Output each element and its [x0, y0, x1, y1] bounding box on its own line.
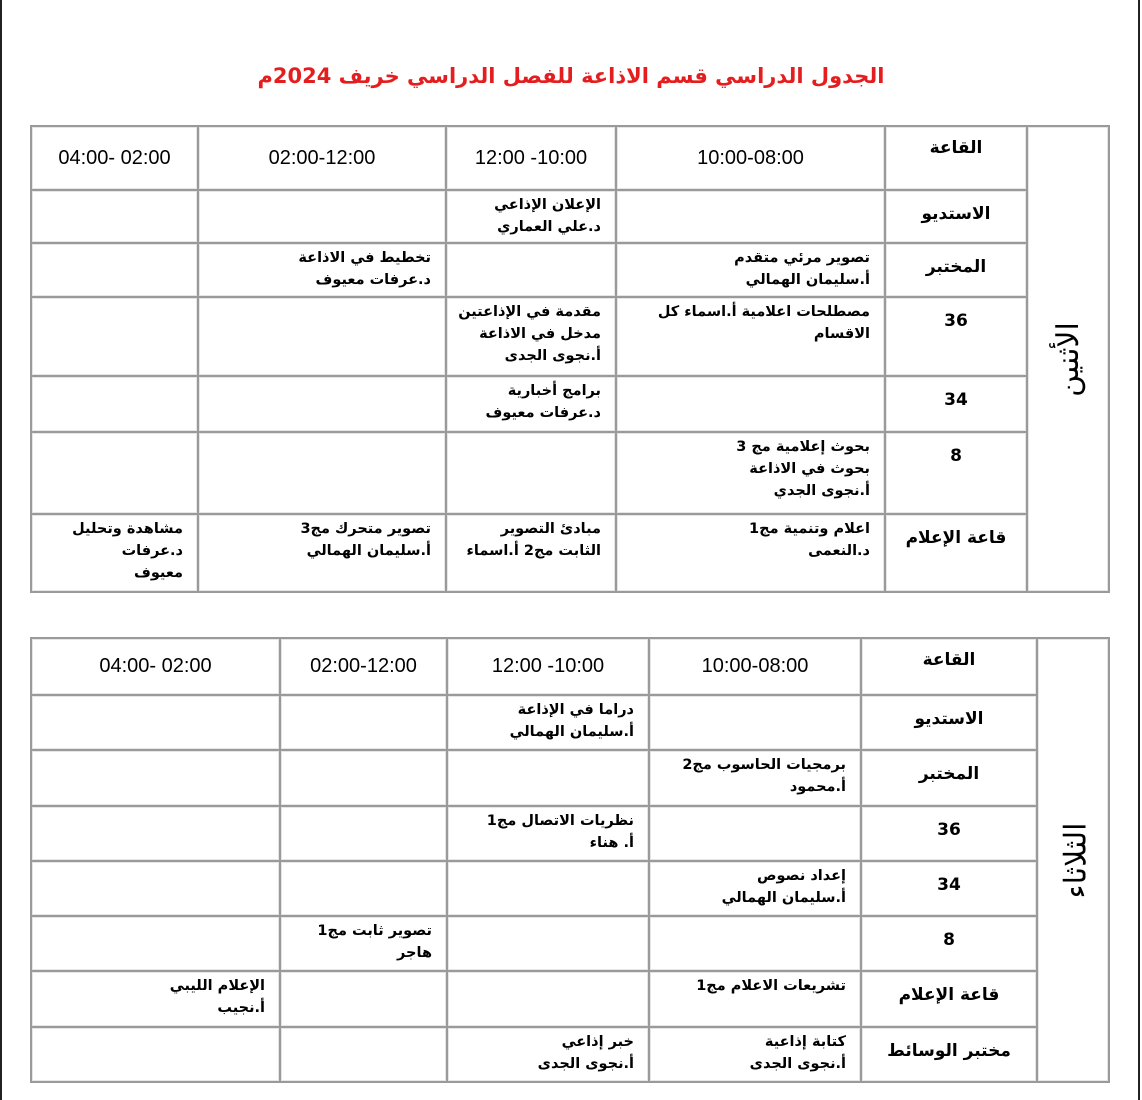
class-text: تصوير ثابت مج1 — [317, 923, 432, 940]
room-name: قاعة الإعلام — [862, 972, 1038, 1027]
class-text: أ.سليمان الهمالي — [509, 724, 634, 741]
class-cell — [617, 298, 886, 377]
time-slot-header: 04:00- 02:00 — [32, 639, 281, 696]
class-cell — [281, 917, 448, 972]
class-cell — [650, 1028, 862, 1083]
schedule-row — [32, 972, 1110, 1027]
class-cell — [650, 862, 862, 917]
room-name: 34 — [886, 377, 1028, 433]
class-cell — [32, 298, 199, 377]
room-name: قاعة الإعلام — [886, 515, 1028, 593]
class-text: أ.سليمان الهمالي — [721, 889, 846, 906]
class-text: بحوث في الاذاعة — [749, 461, 870, 478]
class-text: معيوف — [133, 564, 183, 581]
class-cell — [32, 244, 199, 297]
class-text: أ.نجوى الجدى — [537, 1055, 634, 1072]
class-text: أ.نجوى الجدى — [749, 1055, 846, 1072]
room-name: الاستديو — [862, 696, 1038, 751]
monday-schedule-table — [30, 125, 1110, 593]
class-cell — [281, 807, 448, 862]
class-cell — [448, 1028, 650, 1083]
schedule-row — [32, 191, 1110, 244]
day-label-cell — [1038, 639, 1110, 1083]
schedule-row — [32, 696, 1110, 751]
class-cell — [199, 191, 447, 244]
class-cell — [448, 751, 650, 806]
schedule-row — [32, 433, 1110, 514]
room-name: 34 — [862, 862, 1038, 917]
class-text: مدخل في الاذاعة — [479, 325, 601, 342]
class-text: تصوير متحرك مج3 — [300, 520, 431, 537]
class-cell — [32, 807, 281, 862]
page-title: الجدول الدراسي قسم الاذاعة للفصل الدراسي خريف 2024م — [257, 64, 885, 88]
class-text: مشاهدة وتحليل — [72, 520, 183, 537]
room-column-header: القاعة — [886, 127, 1028, 191]
class-cell — [281, 1028, 448, 1083]
class-text: تخطيط في الاذاعة — [298, 250, 431, 267]
room-name: مختبر الوسائط — [862, 1028, 1038, 1083]
class-cell — [650, 696, 862, 751]
room-column-header: القاعة — [862, 639, 1038, 696]
time-slot-header: 02:00-12:00 — [281, 639, 448, 696]
class-text: مصطلحات اعلامية أ.اسماء كل — [657, 303, 870, 320]
class-text: مبادئ التصوير — [500, 520, 601, 537]
time-slot-header: 04:00- 02:00 — [32, 127, 199, 191]
room-name: المختبر — [886, 244, 1028, 297]
class-text: أ.نجيب — [217, 1000, 265, 1017]
class-text: د.عرفات معيوف — [485, 405, 601, 422]
class-cell — [617, 515, 886, 593]
class-cell — [447, 515, 617, 593]
time-slot-header: 12:00 -10:00 — [448, 639, 650, 696]
page-edge-left — [0, 0, 2, 1100]
schedule-row — [32, 377, 1110, 433]
class-cell — [447, 377, 617, 433]
room-name: 36 — [886, 298, 1028, 377]
time-slot-header: 10:00-08:00 — [617, 127, 886, 191]
schedule-row — [32, 862, 1110, 917]
class-text: أ.سليمان الهمالي — [306, 542, 431, 559]
class-text: بحوث إعلامية مج 3 — [736, 439, 870, 456]
class-cell — [650, 751, 862, 806]
class-text: كتابة إذاعية — [764, 1033, 846, 1050]
class-cell — [32, 751, 281, 806]
class-cell — [448, 917, 650, 972]
class-cell — [447, 244, 617, 297]
class-text: د.عرفات معيوف — [315, 272, 431, 289]
schedule-row — [32, 807, 1110, 862]
class-cell — [199, 244, 447, 297]
class-cell — [281, 751, 448, 806]
room-name: 8 — [862, 917, 1038, 972]
class-cell — [617, 433, 886, 514]
class-cell — [617, 191, 886, 244]
class-text: أ.نجوى الجدي — [773, 483, 870, 500]
room-name: الاستديو — [886, 191, 1028, 244]
class-cell — [448, 807, 650, 862]
class-text: د.علي العماري — [497, 219, 601, 236]
class-text: الإعلان الإذاعي — [494, 197, 601, 214]
class-cell — [32, 972, 281, 1027]
class-cell — [447, 433, 617, 514]
class-text: أ.سليمان الهمالي — [745, 272, 870, 289]
class-text: دراما في الإذاعة — [517, 702, 634, 719]
class-text: اعلام وتنمية مج1 — [749, 520, 870, 537]
time-slot-header: 12:00 -10:00 — [447, 127, 617, 191]
class-cell — [32, 862, 281, 917]
class-cell — [32, 433, 199, 514]
class-cell — [650, 807, 862, 862]
class-text: تصوير مرئي متقدم — [734, 250, 870, 267]
class-text: خبر إذاعي — [561, 1033, 634, 1050]
class-cell — [448, 972, 650, 1027]
class-text: برمجيات الحاسوب مج2 — [682, 757, 846, 774]
schedule-row — [32, 917, 1110, 972]
time-slot-header: 10:00-08:00 — [650, 639, 862, 696]
room-name: 8 — [886, 433, 1028, 514]
class-text: أ.محمود — [789, 779, 846, 796]
class-text: نظريات الاتصال مج1 — [486, 812, 634, 829]
class-cell — [281, 696, 448, 751]
room-name: 36 — [862, 807, 1038, 862]
page-edge-right — [1138, 0, 1140, 1100]
day-label: الأثنين — [1050, 321, 1086, 397]
class-cell — [32, 377, 199, 433]
class-text: إعداد نصوص — [756, 867, 846, 884]
class-text: تشريعات الاعلام مج1 — [696, 978, 846, 995]
class-text: مقدمة في الإذاعتين — [458, 303, 601, 320]
class-cell — [447, 298, 617, 377]
class-text: الاقسام — [813, 325, 870, 342]
room-name: المختبر — [862, 751, 1038, 806]
class-text: أ. هناء — [589, 834, 634, 851]
class-cell — [448, 862, 650, 917]
class-cell — [32, 515, 199, 593]
class-cell — [447, 191, 617, 244]
tuesday-schedule-table — [30, 637, 1110, 1083]
class-cell — [199, 515, 447, 593]
class-cell — [32, 1028, 281, 1083]
class-text: د.عرفات — [121, 542, 183, 559]
class-cell — [617, 244, 886, 297]
time-slot-header: 02:00-12:00 — [199, 127, 447, 191]
class-cell — [617, 377, 886, 433]
class-cell — [32, 917, 281, 972]
class-cell — [199, 298, 447, 377]
schedule-row — [32, 751, 1110, 806]
class-text: برامج أخبارية — [507, 383, 601, 400]
schedule-row — [32, 244, 1110, 297]
day-label-cell — [1028, 127, 1110, 593]
class-cell — [199, 433, 447, 514]
class-cell — [199, 377, 447, 433]
class-cell — [281, 862, 448, 917]
class-cell — [32, 696, 281, 751]
class-cell — [650, 917, 862, 972]
schedule-row — [32, 1028, 1110, 1083]
class-text: الإعلام الليبي — [169, 978, 265, 995]
class-cell — [650, 972, 862, 1027]
schedule-row — [32, 298, 1110, 377]
class-text: أ.نجوى الجدى — [504, 347, 601, 364]
class-cell — [448, 696, 650, 751]
class-text: هاجر — [397, 945, 432, 962]
class-text: الثابت مج2 أ.اسماء — [466, 542, 601, 559]
class-text: د.النعمى — [808, 542, 870, 559]
day-label: الثلاثاء — [1058, 821, 1094, 899]
class-cell — [281, 972, 448, 1027]
class-cell — [32, 191, 199, 244]
schedule-row — [32, 515, 1110, 593]
